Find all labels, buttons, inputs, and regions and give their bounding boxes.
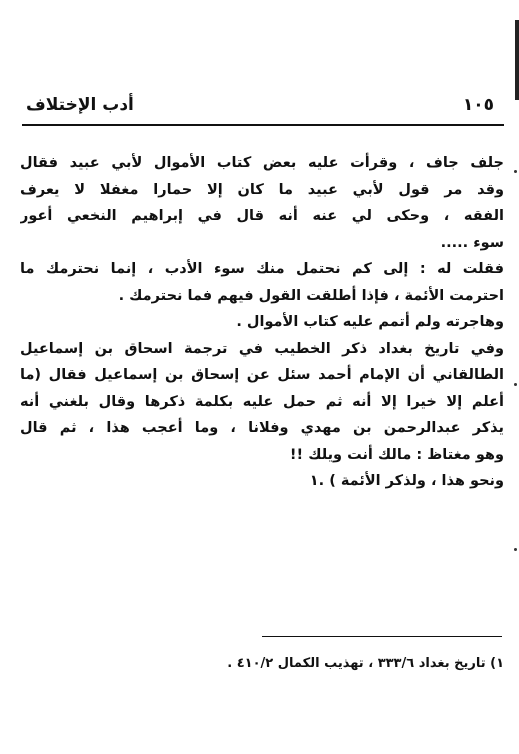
text-line: الفقه ، وحكى لي عنه أنه قال في إبراهيم النخعي أعور [20, 208, 504, 224]
scan-speck [514, 170, 517, 173]
scan-speck [514, 548, 517, 551]
text-line: وهاجرته ولم أتمم عليه كتاب الأموال . [236, 314, 504, 330]
text-line: سوء ..... [440, 234, 504, 251]
page-edge-shadow [515, 20, 519, 100]
main-text-block [20, 150, 504, 495]
footnote: ١) تاريخ بغداد ٣٣٣/٦ ، تهذيب الكمال ٤١٠/٢ . [227, 656, 504, 671]
footnote-divider [262, 636, 502, 637]
text-line: الطالقاني أن الإمام أحمد سئل عن إسحاق بن إسماعيل فقال (ما [20, 367, 504, 383]
running-header [26, 95, 504, 121]
header-divider [22, 124, 504, 126]
text-line: أعلم إلا خيرا إلا أنه ثم حمل عليه بكلمة ذكرها وقال بلغني أنه [20, 393, 504, 410]
text-line: جلف جاف ، وقرأت عليه بعض كتاب الأموال لأبي عبيد فقال [20, 155, 504, 171]
text-line: احترمت الأئمة ، فإذا أطلقت القول فيهم فما نحترمك . [118, 287, 504, 304]
page-number: ١٠٥ [462, 95, 494, 115]
text-line: وهو مغتاظ : مالك أنت ويلك !! [289, 446, 504, 463]
scan-speck [514, 383, 517, 386]
running-header-title: أدب الإختلاف [26, 95, 134, 115]
text-line: وقد مر قول لأبي عبيد ما كان إلا حمارا مغفلا لا يعرف [20, 181, 504, 198]
text-line: فقلت له : إلى كم نحتمل منك سوء الأدب ، إنما نحترمك ما [20, 261, 504, 277]
text-line: ونحو هذا ، ولذكر الأئمة ) .١ [309, 473, 504, 489]
text-line: يذكر عبدالرحمن بن مهدي وفلانا ، وما أعجب هذا ، ثم قال [20, 420, 504, 436]
text-line: وفي تاريخ بغداد ذكر الخطيب في ترجمة اسحاق بن إسماعيل [20, 340, 504, 357]
